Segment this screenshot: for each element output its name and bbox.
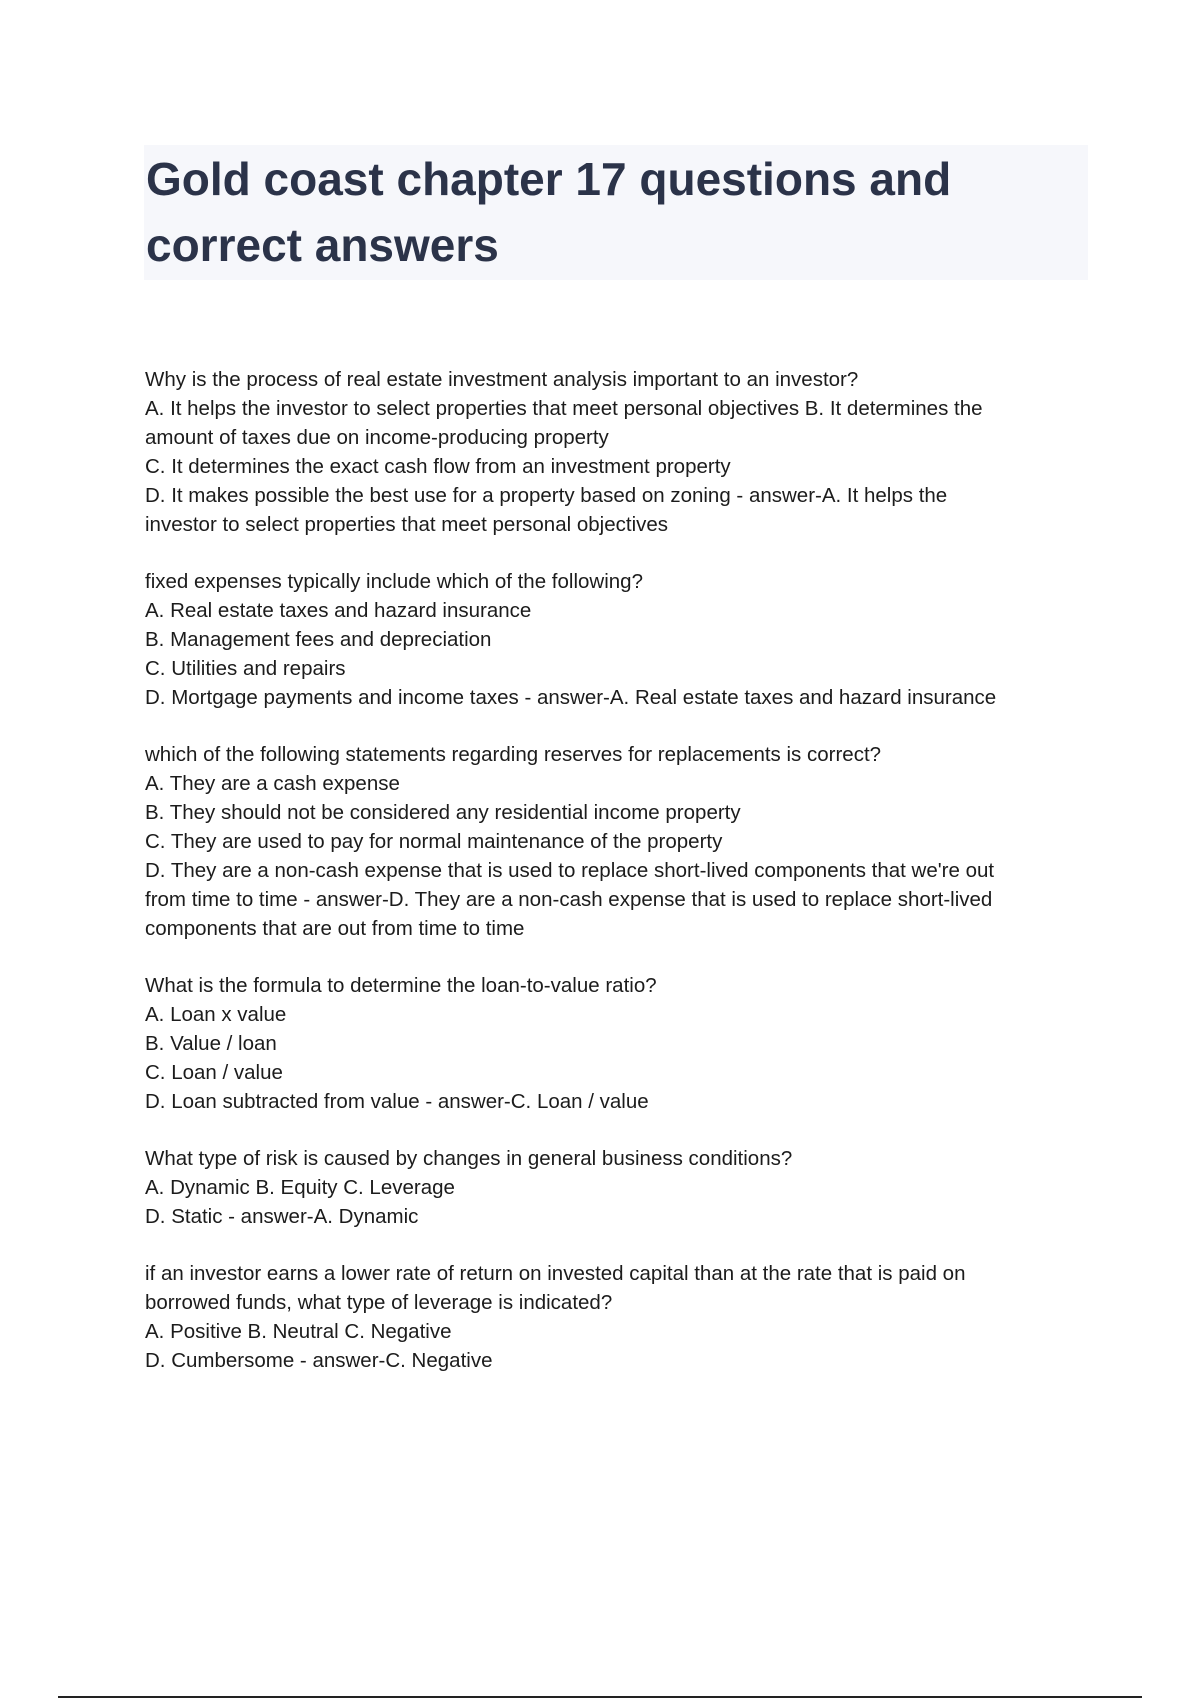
correct-answer: D. Loan subtracted from value - answer-C. Loan / value [145, 1090, 649, 1113]
footer-divider [58, 1696, 1142, 1698]
title-line-1: Gold coast chapter 17 questions and [146, 153, 952, 205]
answer-option: D. It makes possible the best use for a property based on zoning - answer-A. It helps the [145, 484, 948, 507]
correct-answer: D. Cumbersome - answer-C. Negative [145, 1349, 493, 1372]
correct-answer: D. Static - answer-A. Dynamic [145, 1205, 419, 1228]
qa-item [145, 1259, 1085, 1375]
answer-option: A. Positive B. Neutral C. Negative [145, 1320, 452, 1343]
qa-item [145, 365, 1085, 539]
question-text: What is the formula to determine the loan-to-value ratio? [145, 974, 657, 997]
answer-option: A. Dynamic B. Equity C. Leverage [145, 1176, 455, 1199]
answer-option: A. Real estate taxes and hazard insurance [145, 599, 532, 622]
question-text: Why is the process of real estate investment analysis important to an investor? [145, 368, 859, 391]
qa-list [145, 365, 1085, 1403]
correct-answer: investor to select properties that meet personal objectives [145, 513, 669, 536]
answer-option: C. It determines the exact cash flow from an investment property [145, 455, 731, 478]
answer-option: A. They are a cash expense [145, 772, 400, 795]
answer-option: B. They should not be considered any residential income property [145, 801, 741, 824]
title-block [144, 145, 1088, 280]
page-title [146, 145, 1088, 278]
answer-option: C. They are used to pay for normal maintenance of the property [145, 830, 723, 853]
title-line-2: correct answers [146, 219, 499, 271]
answer-option: B. Management fees and depreciation [145, 628, 492, 651]
question-text: borrowed funds, what type of leverage is indicated? [145, 1291, 613, 1314]
qa-item [145, 567, 1085, 712]
answer-option: A. Loan x value [145, 1003, 287, 1026]
correct-answer: from time to time - answer-D. They are a non-cash expense that is used to replace short-lived [145, 888, 993, 911]
answer-option: A. It helps the investor to select properties that meet personal objectives B. It determines the [145, 397, 983, 420]
qa-item [145, 971, 1085, 1116]
answer-option: D. They are a non-cash expense that is used to replace short-lived components that we're out [145, 859, 995, 882]
question-text: fixed expenses typically include which of the following? [145, 570, 643, 593]
answer-option: amount of taxes due on income-producing property [145, 426, 609, 449]
answer-option: C. Utilities and repairs [145, 657, 346, 680]
question-text: which of the following statements regarding reserves for replacements is correct? [145, 743, 882, 766]
answer-option: B. Value / loan [145, 1032, 277, 1055]
qa-item [145, 740, 1085, 943]
question-text: What type of risk is caused by changes in general business conditions? [145, 1147, 793, 1170]
question-text: if an investor earns a lower rate of return on invested capital than at the rate that is paid on [145, 1262, 966, 1285]
answer-option: C. Loan / value [145, 1061, 283, 1084]
correct-answer: components that are out from time to time [145, 917, 525, 940]
correct-answer: D. Mortgage payments and income taxes - answer-A. Real estate taxes and hazard insurance [145, 686, 997, 709]
qa-item [145, 1144, 1085, 1231]
